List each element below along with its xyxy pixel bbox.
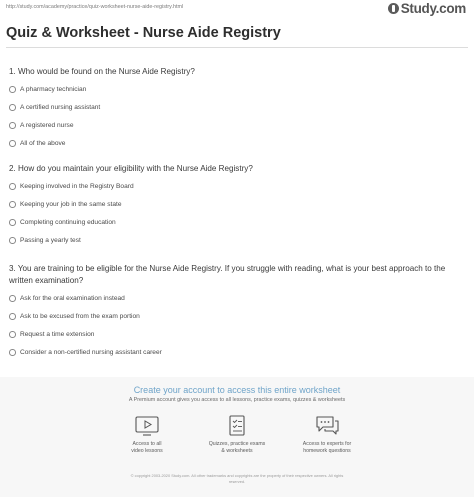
question-1-option-2[interactable]: A certified nursing assistant bbox=[9, 104, 100, 111]
feature-label: Access to all video lessons bbox=[131, 441, 163, 454]
premium-promo bbox=[0, 377, 474, 497]
question-1-option-4[interactable]: All of the above bbox=[9, 140, 65, 147]
question-2-option-3[interactable]: Completing continuing education bbox=[9, 219, 116, 226]
question-3-option-4[interactable]: Consider a non-certified nursing assistant career bbox=[9, 349, 162, 356]
feature-label: Access to experts for homework questions bbox=[302, 441, 352, 454]
question-2-option-2[interactable]: Keeping your job in the same state bbox=[9, 201, 122, 208]
radio-icon[interactable] bbox=[9, 183, 16, 190]
question-3-option-2[interactable]: Ask to be excused from the exam portion bbox=[9, 313, 140, 320]
question-3-option-3[interactable]: Request a time extension bbox=[9, 331, 94, 338]
radio-icon[interactable] bbox=[9, 86, 16, 93]
radio-icon[interactable] bbox=[9, 140, 16, 147]
radio-icon[interactable] bbox=[9, 313, 16, 320]
quiz-worksheet-icon bbox=[224, 414, 250, 438]
study-logo[interactable] bbox=[388, 1, 466, 16]
feature-label: Quizzes, practice exams & worksheets bbox=[208, 441, 266, 454]
copyright-notice: © copyright 2003-2020 Study.com. All other trademarks and copyrights are the property of their respective owners. All rights reserved. bbox=[130, 473, 344, 484]
page-title: Quiz & Worksheet - Nurse Aide Registry bbox=[6, 25, 281, 41]
promo-title[interactable]: Create your account to access this entire worksheet bbox=[133, 385, 341, 395]
expert-chat-icon bbox=[314, 414, 340, 438]
video-lesson-icon bbox=[134, 414, 160, 438]
question-2: 2. How do you maintain your eligibility with the Nurse Aide Registry? bbox=[9, 164, 253, 173]
question-3-option-1[interactable]: Ask for the oral examination instead bbox=[9, 295, 125, 302]
radio-icon[interactable] bbox=[9, 237, 16, 244]
radio-icon[interactable] bbox=[9, 219, 16, 226]
question-1-option-3[interactable]: A registered nurse bbox=[9, 122, 74, 129]
radio-icon[interactable] bbox=[9, 104, 16, 111]
top-bar bbox=[0, 0, 474, 16]
feature-experts bbox=[282, 414, 372, 455]
question-2-option-1[interactable]: Keeping involved in the Registry Board bbox=[9, 183, 134, 190]
radio-icon[interactable] bbox=[9, 349, 16, 356]
radio-icon[interactable] bbox=[9, 331, 16, 338]
page-url: http://study.com/academy/practice/quiz-worksheet-nurse-aide-registry.html bbox=[6, 4, 184, 10]
radio-icon[interactable] bbox=[9, 295, 16, 302]
study-logo-text: Study.com bbox=[400, 1, 466, 16]
feature-video-lessons bbox=[102, 414, 192, 455]
promo-subtitle: A Premium account gives you access to all lessons, practice exams, quizzes & worksheets bbox=[128, 397, 346, 403]
radio-icon[interactable] bbox=[9, 122, 16, 129]
feature-quizzes bbox=[192, 414, 282, 455]
question-3: 3. You are training to be eligible for the Nurse Aide Registry. If you struggle with reading, what is your best approach to the written examination? bbox=[9, 264, 446, 285]
question-1-option-1[interactable]: A pharmacy technician bbox=[9, 86, 86, 93]
study-logo-icon bbox=[388, 3, 399, 14]
radio-icon[interactable] bbox=[9, 201, 16, 208]
title-divider bbox=[6, 47, 468, 48]
question-1: 1. Who would be found on the Nurse Aide Registry? bbox=[9, 67, 195, 76]
question-2-option-4[interactable]: Passing a yearly test bbox=[9, 237, 81, 244]
